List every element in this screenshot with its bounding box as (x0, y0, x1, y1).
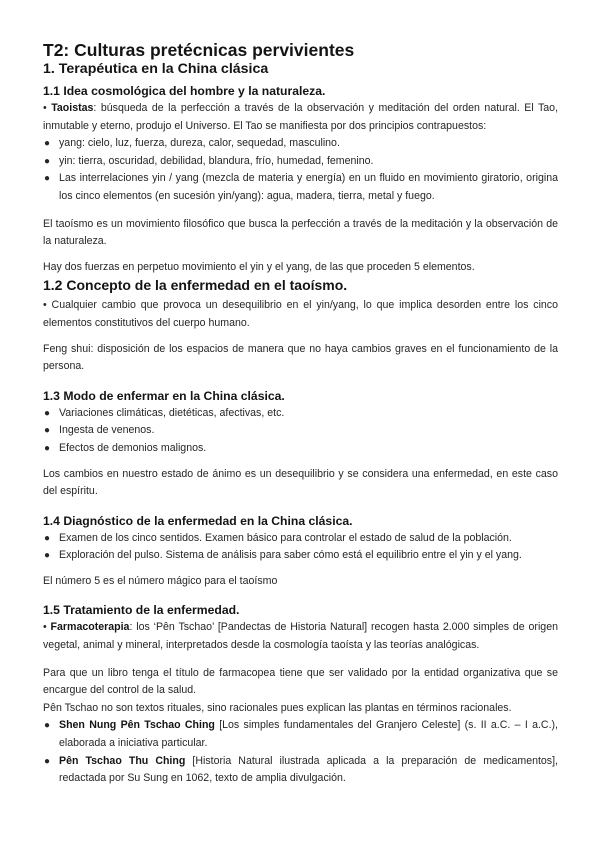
textos-list (43, 717, 558, 787)
list-item: ● Efectos de demonios malignos. (43, 440, 558, 458)
bullet-icon: ● (44, 550, 51, 562)
pen-tschao-paragraph: Pên Tschao no son textos rituales, sino racionales pues explican las plantas en términos racionales. (43, 701, 512, 714)
taoistas-paragraph: • Taoistas: búsqueda de la perfección a través de la observación y meditación del orden natural. El Tao, inmutable y eterno, produjo el Universo. El Tao se manifiesta por dos principios contrapuestos: (43, 102, 559, 132)
taoistas-text: : búsqueda de la perfección a través de la observación y meditación del orden natural. El Tao, inmutable y eterno, produjo el Universo. El Tao se manifiesta por dos principios contrapuestos: (43, 102, 559, 132)
farmacoterapia-term: Farmacoterapia (50, 621, 130, 634)
list-item: ● yin: tierra, oscuridad, debilidad, blandura, frío, humedad, femenino. (43, 153, 558, 171)
farmacopea-paragraph: Para que un libro tenga el título de farmacopea tiene que ser validado por la entidad organizativa que se encargue del control de la salud. (43, 666, 558, 697)
taoismo-paragraph: El taoísmo es un movimiento filosófico que busca la perfección a través de la meditación y la observación de la naturaleza. (43, 217, 558, 248)
list-item: ● yang: cielo, luz, fuerza, dureza, calor, sequedad, masculino. (43, 135, 558, 153)
list-item: ● Exploración del pulso. Sistema de análisis para saber cómo está el equilibrio entre el yin y el yang. (43, 547, 558, 565)
concepto-paragraph: • Cualquier cambio que provoca un desequilibrio en el yin/yang, lo que implica desorden entre los cinco elementos constitutivos del cuerpo humano. (43, 299, 559, 329)
yin-yang-list (43, 135, 558, 205)
bullet-icon: ● (44, 755, 51, 767)
numero-magico-paragraph: El número 5 es el número mágico para el taoísmo (43, 574, 278, 587)
taoistas-term: Taoistas (51, 102, 94, 114)
section-1-1-heading: 1.1 Idea cosmológica del hombre y la naturaleza. (43, 84, 326, 98)
section-1-heading: 1. Terapéutica en la China clásica (43, 61, 269, 77)
section-1-5-heading: 1.5 Tratamiento de la enfermedad. (43, 603, 240, 618)
bullet-icon: ● (44, 155, 51, 167)
fuerzas-paragraph: Hay dos fuerzas en perpetuo movimiento el yin y el yang, de las que proceden 5 elementos. (43, 260, 475, 273)
feng-shui-paragraph: Feng shui: disposición de los espacios de manera que no haya cambios graves en el funcionamiento de la persona. (43, 342, 558, 373)
section-1-4-heading: 1.4 Diagnóstico de la enfermedad en la China clásica. (43, 513, 353, 528)
bullet-icon: ● (44, 442, 51, 454)
document-title: T2: Culturas pretécnicas pervivientes (43, 40, 355, 60)
list-item: ● Ingesta de venenos. (43, 422, 558, 440)
list-item: ● Examen de los cinco sentidos. Examen básico para controlar el estado de salud de la población. (43, 530, 558, 548)
section-1-3-heading: 1.3 Modo de enfermar en la China clásica. (43, 388, 285, 403)
bullet-icon: ● (44, 173, 51, 185)
section-1-2-heading: 1.2 Concepto de la enfermedad en el taoísmo. (43, 277, 348, 294)
modo-enfermar-list (43, 405, 558, 458)
farmacoterapia-paragraph: • Farmacoterapia: los ‘Pên Tschao’ [Pandectas de Historia Natural] recogen hasta 2.000 simples de origen vegetal, animal y mineral, interpretados desde la cosmología taoísta y las teorías analógicas. (43, 621, 558, 652)
list-item: ● Variaciones climáticas, dietéticas, afectivas, etc. (43, 405, 558, 423)
bullet-icon: ● (44, 138, 51, 150)
list-item: ● Las interrelaciones yin / yang (mezcla de materia y energía) en un fluido en movimiento giratorio, origina los cinco elementos (en sucesión yin/yang): agua, madera, tierra, metal y fuego. (44, 172, 558, 202)
bullet-icon: ● (44, 532, 51, 544)
bullet-icon: ● (44, 720, 51, 732)
bullet-icon: ● (44, 407, 51, 419)
estado-animo-paragraph: Los cambios en nuestro estado de ánimo es un desequilibrio y se considera una enfermedad, en este caso del espíritu. (43, 467, 558, 498)
bullet-icon: ● (44, 425, 51, 437)
list-item: ● Shen Nung Pên Tschao Ching [Los simples fundamentales del Granjero Celeste] (s. II a.C. – I a.C.), elaborada a iniciativa particular. (44, 719, 558, 750)
diagnostico-list (43, 530, 558, 565)
list-item: ● Pên Tschao Thu Ching [Historia Natural ilustrada aplicada a la preparación de medicamentos], redactada por Su Sung en 1062, texto de amplia divulgación. (44, 754, 558, 785)
